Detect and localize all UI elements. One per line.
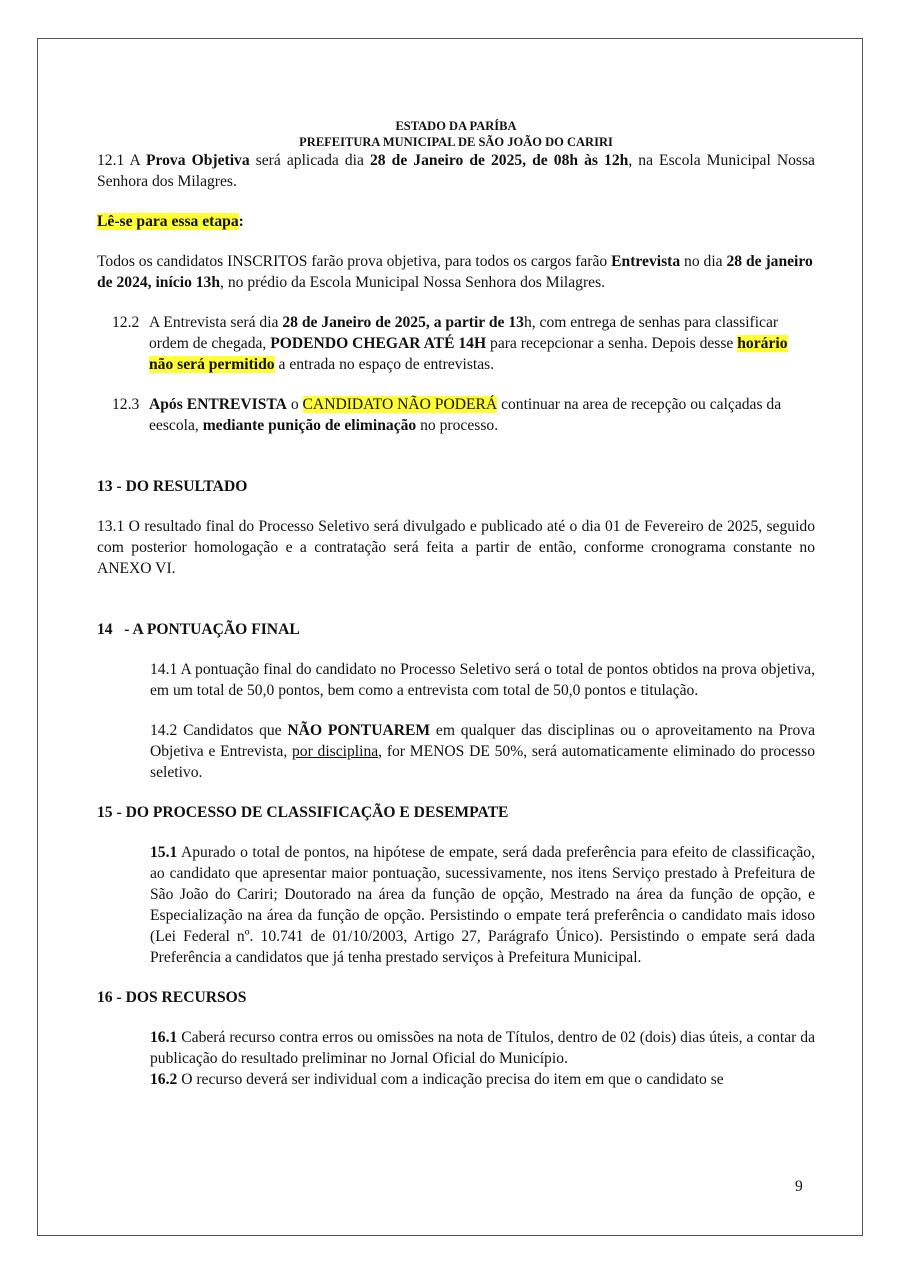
text: será aplicada dia bbox=[249, 152, 370, 169]
paragraph-todos bbox=[97, 251, 815, 293]
section-15-title: 15 - DO PROCESSO DE CLASSIFICAÇÃO E DESEMPATE bbox=[97, 804, 509, 821]
header-prefecture: PREFEITURA MUNICIPAL DE SÃO JOÃO DO CARIRI bbox=[299, 135, 613, 149]
text: o bbox=[286, 396, 303, 413]
highlighted-label: Lê-se para essa etapa bbox=[97, 213, 239, 230]
bold-text: mediante punição de eliminação bbox=[202, 417, 417, 434]
text: O recurso deverá ser individual com a indicação precisa do item em que o candidato se bbox=[177, 1071, 724, 1088]
text: a entrada no espaço de entrevistas. bbox=[274, 356, 495, 373]
text: para recepcionar a senha. Depois desse bbox=[486, 335, 738, 352]
section-14-title: 14 - A PONTUAÇÃO FINAL bbox=[97, 621, 300, 638]
paragraph-13-1: 13.1 O resultado final do Processo Seletivo será divulgado e publicado até o dia 01 de Fevereiro de 2025, seguido com posterior homologação e a contratação será feita a partir de então, conforme cronograma constante no ANEXO VI. bbox=[97, 518, 815, 577]
item-number: 16.1 bbox=[150, 1029, 178, 1046]
text: , na Escola Municipal Nossa Senhora dos Milagres. bbox=[97, 152, 815, 190]
text: Todos os candidatos INSCRITOS farão prova objetiva, para todos os cargos farão bbox=[97, 253, 612, 270]
bold-text: 28 de Janeiro de 2025, de 08h às 12h bbox=[369, 152, 629, 169]
item-number: 12.2 bbox=[112, 314, 140, 331]
bold-text: NÃO PONTUAREM bbox=[287, 722, 431, 739]
document-header bbox=[97, 118, 815, 150]
text: A Entrevista será dia bbox=[149, 314, 283, 331]
paragraph-12-1 bbox=[97, 150, 815, 192]
paragraph-12-3 bbox=[97, 394, 815, 436]
lese-heading bbox=[97, 211, 815, 232]
bold-text: Entrevista bbox=[611, 253, 681, 270]
bold-text: Prova Objetiva bbox=[145, 152, 250, 169]
paragraph-14-2 bbox=[97, 720, 815, 783]
text: no processo. bbox=[416, 417, 499, 434]
paragraph-16-1 bbox=[97, 1027, 815, 1069]
text: h, com entrega de senhas para classificar ordem de chegada, bbox=[149, 314, 779, 352]
header-state: ESTADO DA PARÍBA bbox=[395, 119, 517, 133]
document-body bbox=[97, 118, 815, 1090]
text: Apurado o total de pontos, na hipótese de empate, será dada preferência para efeito de classificação, ao candidato que apresentar maior pontuação, sucessivamente, nos itens Serviço prestado à Prefeitura de São João do Cariri; Doutorado na área da função de opção, Mestrado na área da função de opção, e Especialização na área da função de opção. Persistindo o empate terá preferência o candidato mais idoso (Lei Federal nº. 10.741 de 01/10/2003, Artigo 27, Parágrafo Único). Persistindo o empate será dada Preferência a candidatos que já tenha prestado serviços à Prefeitura Municipal. bbox=[150, 844, 815, 966]
highlighted-text: CANDIDATO NÃO PODERÁ bbox=[302, 396, 498, 413]
item-number: 15.1 bbox=[150, 844, 178, 861]
text: no dia bbox=[680, 253, 727, 270]
bold-text: 28 de janeiro de 2024, início 13h bbox=[97, 253, 813, 291]
item-number: 12.3 bbox=[112, 396, 140, 413]
item-number: 16.2 bbox=[150, 1071, 178, 1088]
text: continuar na area de recepção ou calçadas da eescola, bbox=[149, 396, 782, 434]
colon: : bbox=[238, 213, 244, 230]
text: , no prédio da Escola Municipal Nossa Senhora dos Milagres. bbox=[220, 274, 606, 291]
paragraph-16-2 bbox=[97, 1069, 815, 1090]
text: 12.1 A bbox=[97, 152, 146, 169]
text: 14.2 Candidatos que bbox=[150, 722, 288, 739]
paragraph-12-2 bbox=[97, 312, 815, 375]
text: em qualquer das disciplinas ou o aproveitamento na Prova Objetiva e Entrevista, bbox=[150, 722, 815, 760]
highlighted-text: horário não será permitido bbox=[149, 335, 788, 373]
text: Caberá recurso contra erros ou omissões na nota de Títulos, dentro de 02 (dois) dias úteis, a contar da publicação do resultado preliminar no Jornal Oficial do Município. bbox=[150, 1029, 815, 1067]
paragraph-15-1 bbox=[97, 842, 815, 968]
underlined-text: por disciplina bbox=[292, 743, 379, 760]
bold-text: 28 de Janeiro de 2025, a partir de 13 bbox=[282, 314, 524, 331]
section-16-title: 16 - DOS RECURSOS bbox=[97, 989, 247, 1006]
paragraph-14-1: 14.1 A pontuação final do candidato no Processo Seletivo será o total de pontos obtidos na prova objetiva, em um total de 50,0 pontos, bem como a entrevista com total de 50,0 pontos e titulação. bbox=[150, 661, 815, 699]
text: , for MENOS DE 50%, será automaticamente eliminado do processo seletivo. bbox=[150, 743, 815, 781]
section-13-title: 13 - DO RESULTADO bbox=[97, 478, 248, 495]
page-number: 9 bbox=[795, 1178, 803, 1195]
bold-text: Após ENTREVISTA bbox=[149, 396, 287, 413]
bold-text: PODENDO CHEGAR ATÉ 14H bbox=[270, 335, 487, 352]
